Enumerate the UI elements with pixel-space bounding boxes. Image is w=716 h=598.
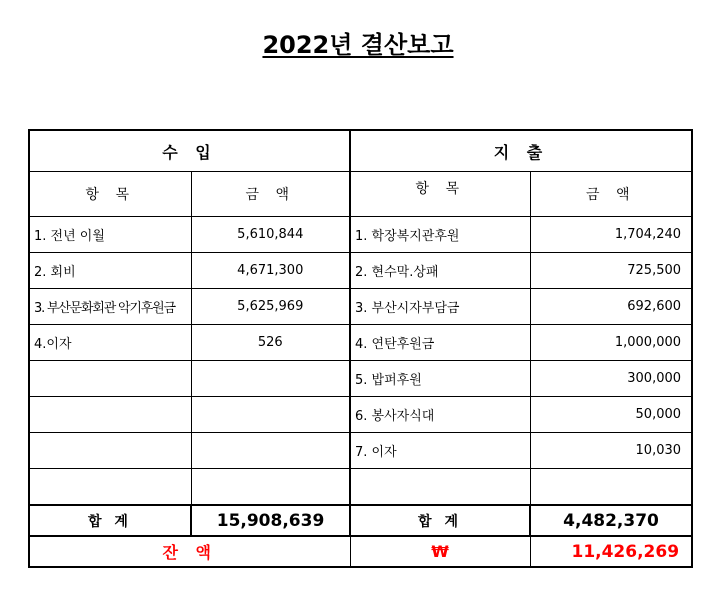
table-row — [29, 361, 692, 397]
income-total-label: 합 계 — [29, 505, 191, 536]
income-amount — [191, 469, 350, 506]
expense-amount: 10,030 — [530, 433, 692, 469]
report-title — [0, 30, 716, 60]
expense-amount: 300,000 — [530, 361, 692, 397]
expense-total-value: 4,482,370 — [530, 505, 692, 536]
balance-currency: ₩ — [350, 536, 530, 567]
section-header-row — [29, 130, 692, 172]
table-row — [29, 289, 692, 325]
income-amount-col-header: 금 액 — [191, 172, 350, 217]
income-amount: 5,625,969 — [191, 289, 350, 325]
income-amount: 4,671,300 — [191, 253, 350, 289]
balance-label: 잔 액 — [29, 536, 350, 567]
expense-item: 5. 밥퍼후원 — [350, 361, 530, 397]
income-item: 1. 전년 이월 — [29, 217, 191, 253]
table-row — [29, 217, 692, 253]
balance-amount: 11,426,269 — [530, 536, 692, 567]
income-item — [29, 397, 191, 433]
table-row — [29, 469, 692, 506]
total-row — [29, 505, 692, 536]
expense-item: 3. 부산시자부담금 — [350, 289, 530, 325]
income-item — [29, 433, 191, 469]
expense-header: 지 출 — [350, 130, 692, 172]
expense-item: 7. 이자 — [350, 433, 530, 469]
expense-amount: 725,500 — [530, 253, 692, 289]
income-item-col-header: 항 목 — [29, 172, 191, 217]
balance-row — [29, 536, 692, 567]
income-amount: 5,610,844 — [191, 217, 350, 253]
table-row — [29, 433, 692, 469]
income-item — [29, 469, 191, 506]
income-amount — [191, 397, 350, 433]
expense-item: 1. 학장복지관후원 — [350, 217, 530, 253]
expense-item: 2. 현수막.상패 — [350, 253, 530, 289]
income-item — [29, 361, 191, 397]
expense-item: 6. 봉사자식대 — [350, 397, 530, 433]
settlement-table — [28, 129, 693, 568]
table-row — [29, 325, 692, 361]
income-item: 3. 부산문화회관 악기후원금 — [29, 289, 191, 325]
income-amount — [191, 361, 350, 397]
expense-item — [350, 469, 530, 506]
table-row — [29, 397, 692, 433]
income-header: 수 입 — [29, 130, 350, 172]
expense-amount-col-header: 금 액 — [530, 172, 692, 217]
expense-total-label: 합 계 — [350, 505, 530, 536]
expense-item-col-header: 항 목 — [350, 172, 530, 217]
income-amount — [191, 433, 350, 469]
table-row — [29, 253, 692, 289]
expense-amount: 1,000,000 — [530, 325, 692, 361]
income-total-value: 15,908,639 — [191, 505, 350, 536]
income-item: 2. 회비 — [29, 253, 191, 289]
column-header-row — [29, 172, 692, 217]
expense-amount — [530, 469, 692, 506]
expense-item: 4. 연탄후원금 — [350, 325, 530, 361]
expense-amount: 50,000 — [530, 397, 692, 433]
report-title-text: 2022년 결산보고 — [262, 31, 454, 59]
expense-amount: 692,600 — [530, 289, 692, 325]
income-amount: 526 — [191, 325, 350, 361]
expense-amount: 1,704,240 — [530, 217, 692, 253]
income-item: 4.이자 — [29, 325, 191, 361]
